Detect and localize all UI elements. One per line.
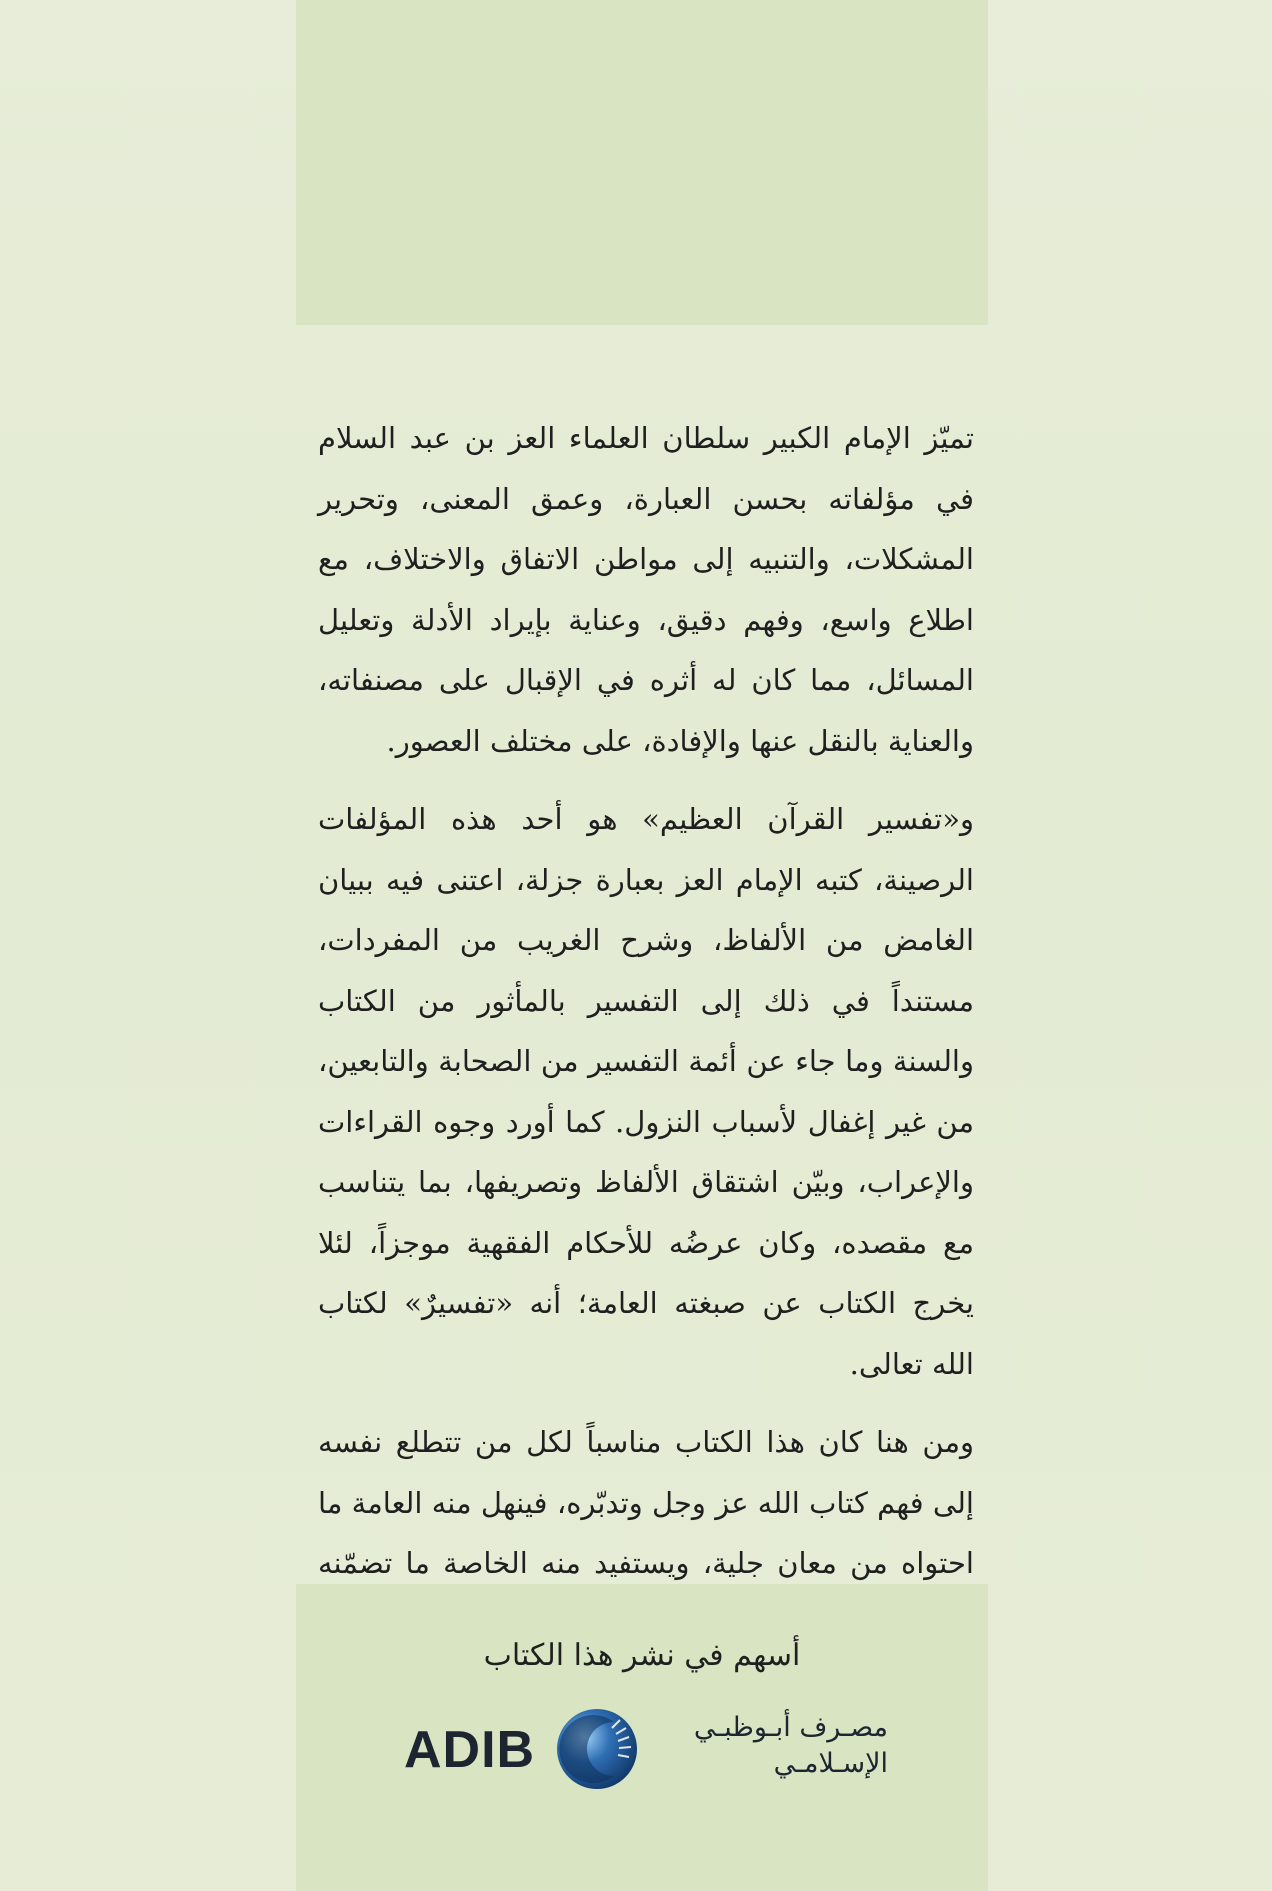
blurb-paragraph-2: و«تفسير القرآن العظيم» هو أحد هذه المؤلفات الرصينة، كتبه الإمام العز بعبارة جزلة، اعتنى فيه ببيان الغامض من الألفاظ، وشرح الغريب من المفردات، مستنداً في ذلك إلى التفسير بالمأثور من الكتاب والسنة وما جاء عن أئمة التفسير من الصحابة والتابعين، من غير إغفال لأسباب النزول. كما أورد وجوه القراءات والإعراب، وبيّن اشتقاق الألفاظ وتصريفها، بما يتناسب مع مقصده، وكان عرضُه للأحكام الفقهية موجزاً، لئلا يخرج الكتاب عن صبغته العامة؛ أنه «تفسيرٌ» لكتاب الله تعالى. [318,802,974,1381]
bank-name-arabic [658,1710,888,1782]
sponsor-logo [296,1706,988,1796]
adib-logo-text: ADIB [404,1721,536,1779]
adib-globe-icon [554,1706,640,1792]
top-color-band [296,0,988,325]
blurb-paragraph-1: تميّز الإمام الكبير سلطان العلماء العز بن عبد السلام في مؤلفاته بحسن العبارة، وعمق المعنى، وتحرير المشكلات، والتنبيه إلى مواطن الاتفاق والاختلاف، مع اطلاع واسع، وفهم دقيق، وعناية بإيراد الأدلة وتعليل المسائل، مما كان له أثره في الإقبال على مصنفاته، والعناية بالنقل عنها والإفادة، على مختلف العصور. [318,421,974,758]
blurb-paragraph-3: ومن هنا كان هذا الكتاب مناسباً لكل من تتطلع نفسه إلى فهم كتاب الله عز وجل وتدبّره، فينهل منه العامة ما احتواه من معان جلية، ويستفيد منه الخاصة ما تضمّنه [318,1425,974,1580]
bank-name-line-1: مصـرف أبـوظبـي [693,1712,888,1743]
sponsor-line: أسهم في نشر هذا الكتاب [483,1638,801,1673]
blurb-text [318,408,974,1672]
bank-name-line-2: الإسـلامـي [773,1748,888,1779]
